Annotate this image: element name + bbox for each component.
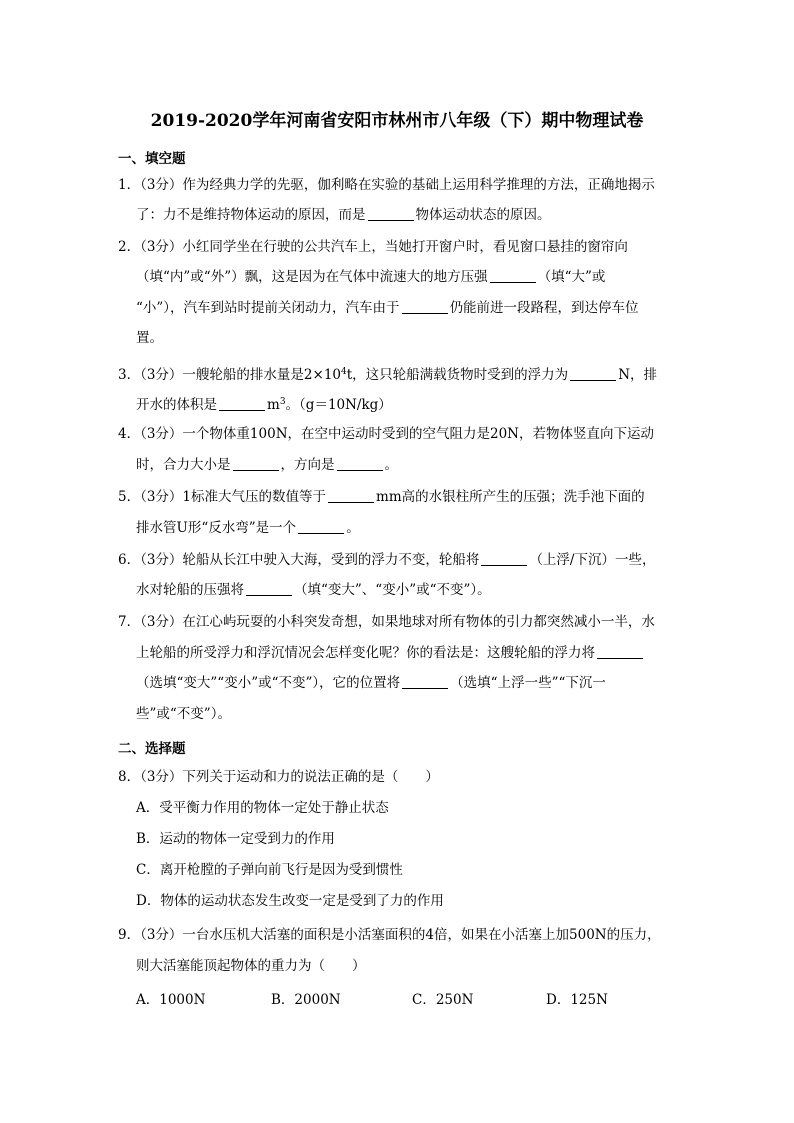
question-9-line-1: 9．（3分）一台水压机大活塞的面积是小活塞面积的4倍，如果在小活塞上加500N的压力， bbox=[118, 927, 661, 943]
answer-blank[interactable] bbox=[597, 644, 643, 659]
question-2-line-4: 置。 bbox=[136, 330, 163, 346]
question-2-line-3: “小”），汽车到站时提前关闭动力，汽车由于 仍能前进一段路程，到达停车位 bbox=[136, 300, 639, 316]
question-5-line-1: 5．（3分）1标准大气压的数值等于 mm高的水银柱所产生的压强；洗手池下面的 bbox=[118, 489, 645, 505]
question-8-stem: 8．（3分）下列关于运动和力的说法正确的是（ ） bbox=[118, 769, 439, 785]
answer-blank[interactable] bbox=[570, 366, 616, 381]
question-2-line-2: （填“内”或“外”）飘，这是因为在气体中流速大的地方压强 （填“大”或 bbox=[136, 269, 606, 285]
answer-blank[interactable] bbox=[402, 674, 448, 689]
section-choice: 二、选择题 bbox=[118, 741, 186, 757]
question-9-option-c[interactable]: C．250N bbox=[412, 992, 474, 1008]
question-3-line-1: 3．（3分）一艘轮船的排水量是$2\times 10^4t$，这只轮船满载货物时受到的浮力为 N，排 bbox=[118, 367, 657, 383]
answer-blank[interactable] bbox=[328, 488, 374, 503]
question-2-line-1: 2．（3分）小红同学坐在行驶的公共汽车上，当她打开窗户时，看见窗口悬挂的窗帘向 bbox=[118, 239, 628, 255]
question-7-line-4: 些”或“不变”）。 bbox=[136, 706, 231, 722]
question-7-line-3: （选填“变大”“变小”或“不变”），它的位置将 （选填“上浮一些”“下沉一 bbox=[136, 675, 606, 691]
answer-blank[interactable] bbox=[246, 581, 292, 596]
question-9-option-b[interactable]: B．2000N bbox=[271, 992, 341, 1008]
answer-blank[interactable] bbox=[368, 206, 414, 221]
question-1-line-2: 了：力不是维持物体运动的原因，而是 物体运动状态的原因。 bbox=[136, 207, 551, 223]
question-1-line-1: 1．（3分）作为经典力学的先驱，伽利略在实验的基础上运用科学推理的方法，正确地揭示 bbox=[118, 177, 655, 193]
answer-blank[interactable] bbox=[490, 268, 536, 283]
question-3-line-2: 开水的体积是 $m^3$。（g＝10N/kg） bbox=[136, 397, 392, 413]
question-8-option-c[interactable]: C．离开枪膛的子弹向前飞行是因为受到惯性 bbox=[136, 862, 403, 878]
answer-blank[interactable] bbox=[402, 299, 448, 314]
answer-blank[interactable] bbox=[298, 519, 344, 534]
question-5-line-2: 排水管U形“反水弯”是一个 。 bbox=[136, 520, 360, 536]
question-4-line-1: 4．（3分）一个物体重100N，在空中运动时受到的空气阻力是20N，若物体竖直向下运动 bbox=[118, 426, 654, 442]
question-9-option-d[interactable]: D．125N bbox=[546, 992, 608, 1008]
question-6-line-1: 6．（3分）轮船从长江中驶入大海，受到的浮力不变，轮船将 （上浮/下沉）一些， bbox=[118, 552, 656, 568]
question-4-line-2: 时，合力大小是 ，方向是 。 bbox=[136, 457, 398, 473]
question-8-option-a[interactable]: A．受平衡力作用的物体一定处于静止状态 bbox=[136, 800, 389, 816]
question-7-line-1: 7．（3分）在江心屿玩耍的小科突发奇想，如果地球对所有物体的引力都突然减小一半，水 bbox=[118, 614, 655, 630]
answer-blank[interactable] bbox=[219, 396, 265, 411]
section-fill-in: 一、填空题 bbox=[118, 151, 186, 167]
question-9-line-2: 则大活塞能顶起物体的重力为（ ） bbox=[136, 958, 366, 974]
answer-blank[interactable] bbox=[481, 551, 527, 566]
answer-blank[interactable] bbox=[337, 456, 383, 471]
question-8-option-b[interactable]: B．运动的物体一定受到力的作用 bbox=[136, 831, 335, 847]
question-7-line-2: 上轮船的所受浮力和浮沉情况会怎样变化呢？你的看法是：这艘轮船的浮力将 bbox=[136, 643, 645, 663]
exam-title: 2019-2020学年河南省安阳市林州市八年级（下）期中物理试卷 bbox=[150, 111, 644, 131]
answer-blank[interactable] bbox=[233, 456, 279, 471]
question-9-option-a[interactable]: A．1000N bbox=[136, 992, 206, 1008]
question-6-line-2: 水对轮船的压强将 （填“变大”、“变小”或“不变”）。 bbox=[136, 582, 491, 598]
question-8-option-d[interactable]: D．物体的运动状态发生改变一定是受到了力的作用 bbox=[136, 893, 444, 909]
